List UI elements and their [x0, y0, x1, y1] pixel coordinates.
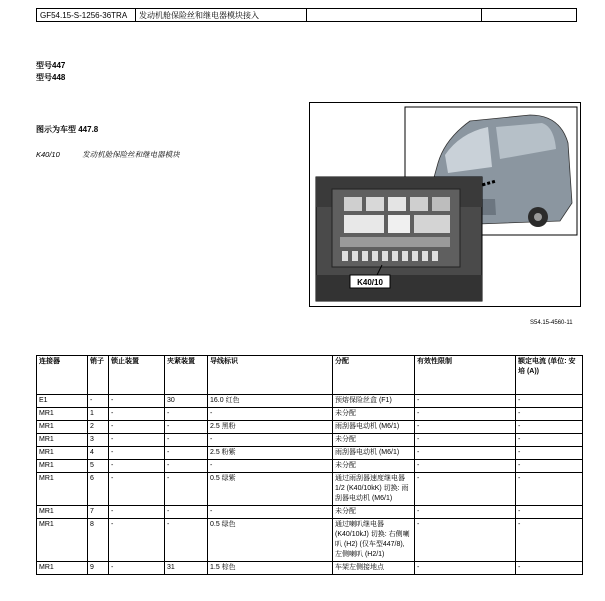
fuse-box-figure [309, 102, 581, 307]
col-header-validity: 有效性限制 [415, 356, 516, 395]
col-header-wire-id: 导线标识 [208, 356, 333, 395]
cell-current: - [516, 395, 583, 408]
cell-current: - [516, 421, 583, 434]
cell-validity: - [415, 434, 516, 447]
figure-title: 图示为车型 447.8 [36, 125, 99, 134]
cell-validity: - [415, 473, 516, 506]
cell-current: - [516, 447, 583, 460]
col-header-assignment: 分配 [333, 356, 415, 395]
cell-clamp: - [165, 447, 208, 460]
cell-wire-id: 16.0 红色 [208, 395, 333, 408]
figure-legend [36, 149, 180, 160]
cell-wire-id: 0.5 绿色 [208, 519, 333, 562]
cell-wire-id: - [208, 506, 333, 519]
cell-assignment: 雨刮器电动机 (M6/1) [333, 421, 415, 434]
cell-pin: 7 [88, 506, 109, 519]
cell-wire-id: 2.5 粉紫 [208, 447, 333, 460]
pin-table [36, 355, 583, 575]
cell-clamp: 30 [165, 395, 208, 408]
cell-assignment: 未分配 [333, 434, 415, 447]
cell-validity: - [415, 519, 516, 562]
model-448: 型号448 [36, 73, 66, 82]
cell-lock: - [109, 506, 165, 519]
cell-clamp: 31 [165, 562, 208, 575]
col-header-clamp: 夹紧装置 [165, 356, 208, 395]
table-row [37, 562, 583, 575]
cell-assignment: 通过喇叭继电器 (K40/10kJ) 切换: 右侧喇叭 (H2) (仅车型447/8), 左侧喇叭 (H2/1) [333, 519, 415, 562]
cell-connector: MR1 [37, 460, 88, 473]
cell-current: - [516, 408, 583, 421]
cell-current: - [516, 562, 583, 575]
fuse-box-illustration [310, 103, 580, 306]
table-row [37, 473, 583, 506]
cell-connector: MR1 [37, 447, 88, 460]
legend-text: 发动机舱保险丝和继电器模块 [82, 150, 180, 159]
cell-connector: E1 [37, 395, 88, 408]
table-row [37, 506, 583, 519]
cell-wire-id: - [208, 408, 333, 421]
cell-clamp: - [165, 506, 208, 519]
cell-assignment: 预熔保险丝盒 (F1) [333, 395, 415, 408]
cell-wire-id: 1.5 棕色 [208, 562, 333, 575]
model-447: 型号447 [36, 61, 66, 70]
table-row [37, 395, 583, 408]
cell-pin: 3 [88, 434, 109, 447]
header-empty-cell [482, 9, 577, 22]
cell-pin: - [88, 395, 109, 408]
cell-clamp: - [165, 473, 208, 506]
header-empty-cell [307, 9, 482, 22]
model-list [36, 60, 65, 84]
table-row [37, 421, 583, 434]
cell-pin: 2 [88, 421, 109, 434]
cell-wire-id: - [208, 460, 333, 473]
cell-connector: MR1 [37, 473, 88, 506]
document-header [36, 8, 577, 22]
cell-current: - [516, 460, 583, 473]
figure-callout: K40/10 [357, 278, 383, 287]
cell-lock: - [109, 408, 165, 421]
doc-id: GF54.15-S-1256-36TRA [37, 9, 136, 22]
cell-lock: - [109, 562, 165, 575]
cell-assignment: 未分配 [333, 460, 415, 473]
cell-assignment: 通过雨刮器速度继电器 1/2 (K40/10kK) 切换: 雨刮器电动机 (M6/1) [333, 473, 415, 506]
cell-assignment: 未分配 [333, 506, 415, 519]
cell-current: - [516, 473, 583, 506]
cell-connector: MR1 [37, 421, 88, 434]
figure-reference: S54.15-4560-11 [530, 320, 573, 326]
cell-assignment: 未分配 [333, 408, 415, 421]
cell-lock: - [109, 395, 165, 408]
cell-wire-id: 0.5 绿紫 [208, 473, 333, 506]
table-row [37, 434, 583, 447]
table-header-row [37, 356, 583, 395]
cell-validity: - [415, 562, 516, 575]
cell-clamp: - [165, 519, 208, 562]
cell-lock: - [109, 421, 165, 434]
cell-pin: 4 [88, 447, 109, 460]
col-header-lock: 锁止装置 [109, 356, 165, 395]
cell-clamp: - [165, 421, 208, 434]
doc-title: 发动机舱保险丝和继电器模块接入 [136, 9, 307, 22]
cell-pin: 9 [88, 562, 109, 575]
cell-clamp: - [165, 408, 208, 421]
cell-assignment: 车架左侧接地点 [333, 562, 415, 575]
cell-lock: - [109, 434, 165, 447]
cell-lock: - [109, 460, 165, 473]
cell-wire-id: 2.5 黑粉 [208, 421, 333, 434]
cell-clamp: - [165, 460, 208, 473]
cell-current: - [516, 506, 583, 519]
cell-lock: - [109, 473, 165, 506]
cell-pin: 1 [88, 408, 109, 421]
cell-validity: - [415, 447, 516, 460]
cell-validity: - [415, 408, 516, 421]
col-header-pin: 销子 [88, 356, 109, 395]
cell-connector: MR1 [37, 434, 88, 447]
cell-lock: - [109, 519, 165, 562]
cell-pin: 8 [88, 519, 109, 562]
cell-lock: - [109, 447, 165, 460]
cell-validity: - [415, 395, 516, 408]
col-header-current: 额定电流 (单位: 安培 (A)) [516, 356, 583, 395]
cell-connector: MR1 [37, 408, 88, 421]
cell-pin: 6 [88, 473, 109, 506]
table-body [37, 395, 583, 575]
col-header-connector: 连接器 [37, 356, 88, 395]
table-row [37, 408, 583, 421]
cell-pin: 5 [88, 460, 109, 473]
table-row [37, 447, 583, 460]
cell-validity: - [415, 460, 516, 473]
cell-current: - [516, 519, 583, 562]
cell-validity: - [415, 506, 516, 519]
cell-connector: MR1 [37, 506, 88, 519]
cell-current: - [516, 434, 583, 447]
cell-wire-id: - [208, 434, 333, 447]
cell-connector: MR1 [37, 562, 88, 575]
table-row [37, 519, 583, 562]
cell-clamp: - [165, 434, 208, 447]
cell-assignment: 雨刮器电动机 (M6/1) [333, 447, 415, 460]
legend-code: K40/10 [36, 150, 60, 159]
cell-connector: MR1 [37, 519, 88, 562]
cell-validity: - [415, 421, 516, 434]
table-row [37, 460, 583, 473]
